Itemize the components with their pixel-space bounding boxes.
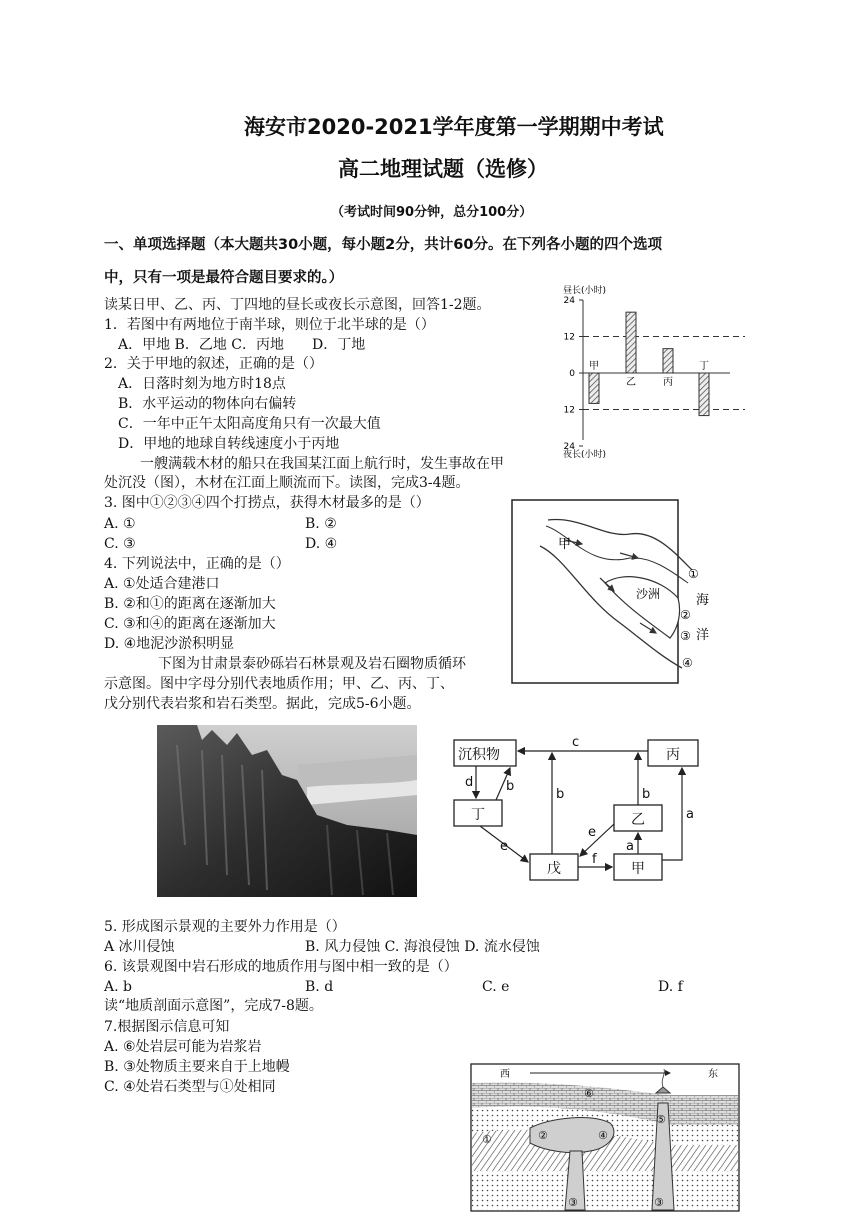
label-n5: ⑤: [656, 1113, 666, 1126]
daylength-ylabel-top: 昼长(小时): [563, 286, 607, 296]
q3-option-b: B. ②: [305, 516, 337, 532]
q2-option-c: C．一年中正午太阳高度角只有一次最大值: [118, 416, 381, 432]
y-tick-label: 24: [563, 296, 575, 306]
q4-option-c: C. ③和④的距离在逐渐加大: [104, 616, 276, 632]
daylength-ylabel-bottom: 夜长(小时): [563, 450, 607, 460]
q4-option-b: B. ②和①的距离在逐渐加大: [104, 596, 276, 612]
y-tick-label: 24: [563, 442, 575, 452]
arrow-a-bing: [662, 768, 682, 860]
q7-option-c: C. ④处岩石类型与①处相同: [104, 1079, 276, 1095]
q2-option-d: D．甲地的地球自转线速度小于丙地: [118, 436, 340, 452]
category-label: 甲: [589, 361, 599, 372]
label-n6: ⑥: [584, 1087, 594, 1100]
y-tick-label: 12: [563, 405, 575, 416]
q3-option-c: C. ③: [104, 536, 136, 552]
q6-option-a: A. b: [104, 979, 132, 995]
label-b2: b: [556, 787, 565, 802]
exam-info: （考试时间90分钟，总分100分）: [331, 205, 533, 220]
q3-option-a: A. ①: [104, 516, 136, 532]
q2-text: 2．关于甲地的叙述，正确的是（）: [104, 356, 323, 372]
label-n4: ④: [598, 1129, 608, 1142]
q5-6-intro-line3: 戊分别代表岩浆和岩石类型。据此，完成5-6小题。: [104, 696, 421, 712]
q3-4-intro-line2: 处沉没（图），木材在江面上顺流而下。读图，完成3-4题。: [104, 475, 470, 491]
label-f: f: [592, 852, 597, 867]
bar-1: [589, 373, 599, 403]
q7-option-b: B. ③处物质主要来自于上地幔: [104, 1059, 290, 1075]
arrow-e-yi: [580, 824, 614, 856]
section-heading-line1: 一、单项选择题（本大题共30小题，每小题2分，共计60分。在下列各小题的四个选项: [104, 237, 662, 253]
label-jia: 甲: [631, 861, 645, 877]
y-tick-label: 0: [569, 369, 575, 379]
label-island: 沙洲: [636, 587, 661, 601]
label-yi: 乙: [631, 812, 645, 828]
category-label: 丁: [699, 361, 709, 372]
label-n1: ①: [482, 1133, 492, 1146]
q5-options-bcd: B. 风力侵蚀 C. 海浪侵蚀 D. 流水侵蚀: [305, 939, 540, 955]
label-east: 东: [708, 1069, 718, 1080]
label-a2: a: [686, 807, 694, 822]
q6-text: 6. 该景观图中岩石形成的地质作用与图中相一致的是（）: [104, 959, 458, 975]
section-heading-line2: 中，只有一项是最符合题目要求的。）: [104, 270, 344, 286]
label-sea: 海: [696, 593, 710, 608]
rock-cycle-diagram: [440, 728, 730, 898]
q2-option-b: B．水平运动的物体向右偏转: [118, 396, 297, 412]
q5-option-a: A 冰川侵蚀: [104, 939, 175, 955]
q5-6-intro-line2: 示意图。图中字母分别代表地质作用；甲、乙、丙、丁、: [104, 676, 454, 692]
point-1: ①: [688, 567, 699, 581]
q6-option-b: B. d: [305, 979, 334, 995]
q3-text: 3. 图中①②③④四个打捞点，获得木材最多的是（）: [104, 495, 430, 511]
label-bing: 丙: [666, 747, 680, 763]
q6-option-c: C. e: [482, 979, 510, 995]
point-3: ③: [680, 629, 691, 643]
label-a1: a: [626, 839, 634, 854]
y-tick-label: 12: [563, 332, 575, 343]
q7-option-a: A. ⑥处岩层可能为岩浆岩: [104, 1039, 262, 1055]
category-label: 乙: [626, 377, 636, 388]
bar-3: [663, 349, 673, 373]
page-subtitle: 高二地理试题（选修）: [338, 157, 548, 181]
label-n3b: ③: [654, 1196, 664, 1209]
label-ding: 丁: [471, 807, 485, 823]
q3-4-intro-line1: 一艘满载木材的船只在我国某江面上航行时，发生事故在甲: [140, 456, 504, 472]
geo-section-diagram: [470, 1063, 742, 1213]
q1-2-intro: 读某日甲、乙、丙、丁四地的昼长或夜长示意图，回答1-2题。: [104, 297, 491, 313]
label-sediment: 沉积物: [458, 747, 500, 763]
page-title: 海安市2020-2021学年度第一学期期中考试: [244, 115, 664, 139]
q4-text: 4. 下列说法中，正确的是（）: [104, 556, 290, 572]
label-c: c: [572, 735, 580, 750]
q3-option-d: D. ④: [305, 536, 338, 552]
q7-8-intro: 读“地质剖面示意图”，完成7-8题。: [104, 998, 323, 1014]
q1-options: A．甲地 B．乙地 C．丙地 D．丁地: [118, 337, 366, 353]
q5-text: 5. 形成图示景观的主要外力作用是（）: [104, 919, 346, 935]
q4-option-d: D. ④地泥沙淤积明显: [104, 636, 235, 652]
bar-2: [626, 312, 636, 373]
q5-6-intro-line1: 下图为甘肃景泰砂砾岩石林景观及岩石圈物质循环: [158, 656, 466, 672]
stone-forest-photo: [157, 725, 417, 897]
label-d: d: [465, 775, 474, 790]
point-4: ④: [682, 656, 693, 670]
label-e1: e: [500, 839, 508, 854]
category-label: 丙: [663, 377, 673, 388]
q4-option-a: A. ①处适合建港口: [104, 576, 220, 592]
q1-text: 1．若图中有两地位于南半球，则位于北半球的是（）: [104, 317, 435, 333]
label-jia: 甲: [558, 537, 572, 552]
label-b1: b: [506, 779, 515, 794]
bar-4: [699, 373, 709, 416]
daylength-chart: [555, 280, 755, 460]
label-b3: b: [642, 787, 651, 802]
label-wu: 戊: [547, 861, 561, 877]
q7-text: 7.根据图示信息可知: [104, 1019, 230, 1035]
q2-option-a: A．日落时刻为地方时18点: [118, 376, 286, 392]
river-map: [510, 498, 710, 690]
label-ocean: 洋: [696, 628, 710, 643]
q6-option-d: D. f: [658, 979, 683, 995]
point-2: ②: [680, 608, 691, 622]
label-n2: ②: [538, 1129, 548, 1142]
label-west: 西: [500, 1069, 510, 1080]
label-n3a: ③: [568, 1196, 578, 1209]
label-e2: e: [588, 825, 596, 840]
